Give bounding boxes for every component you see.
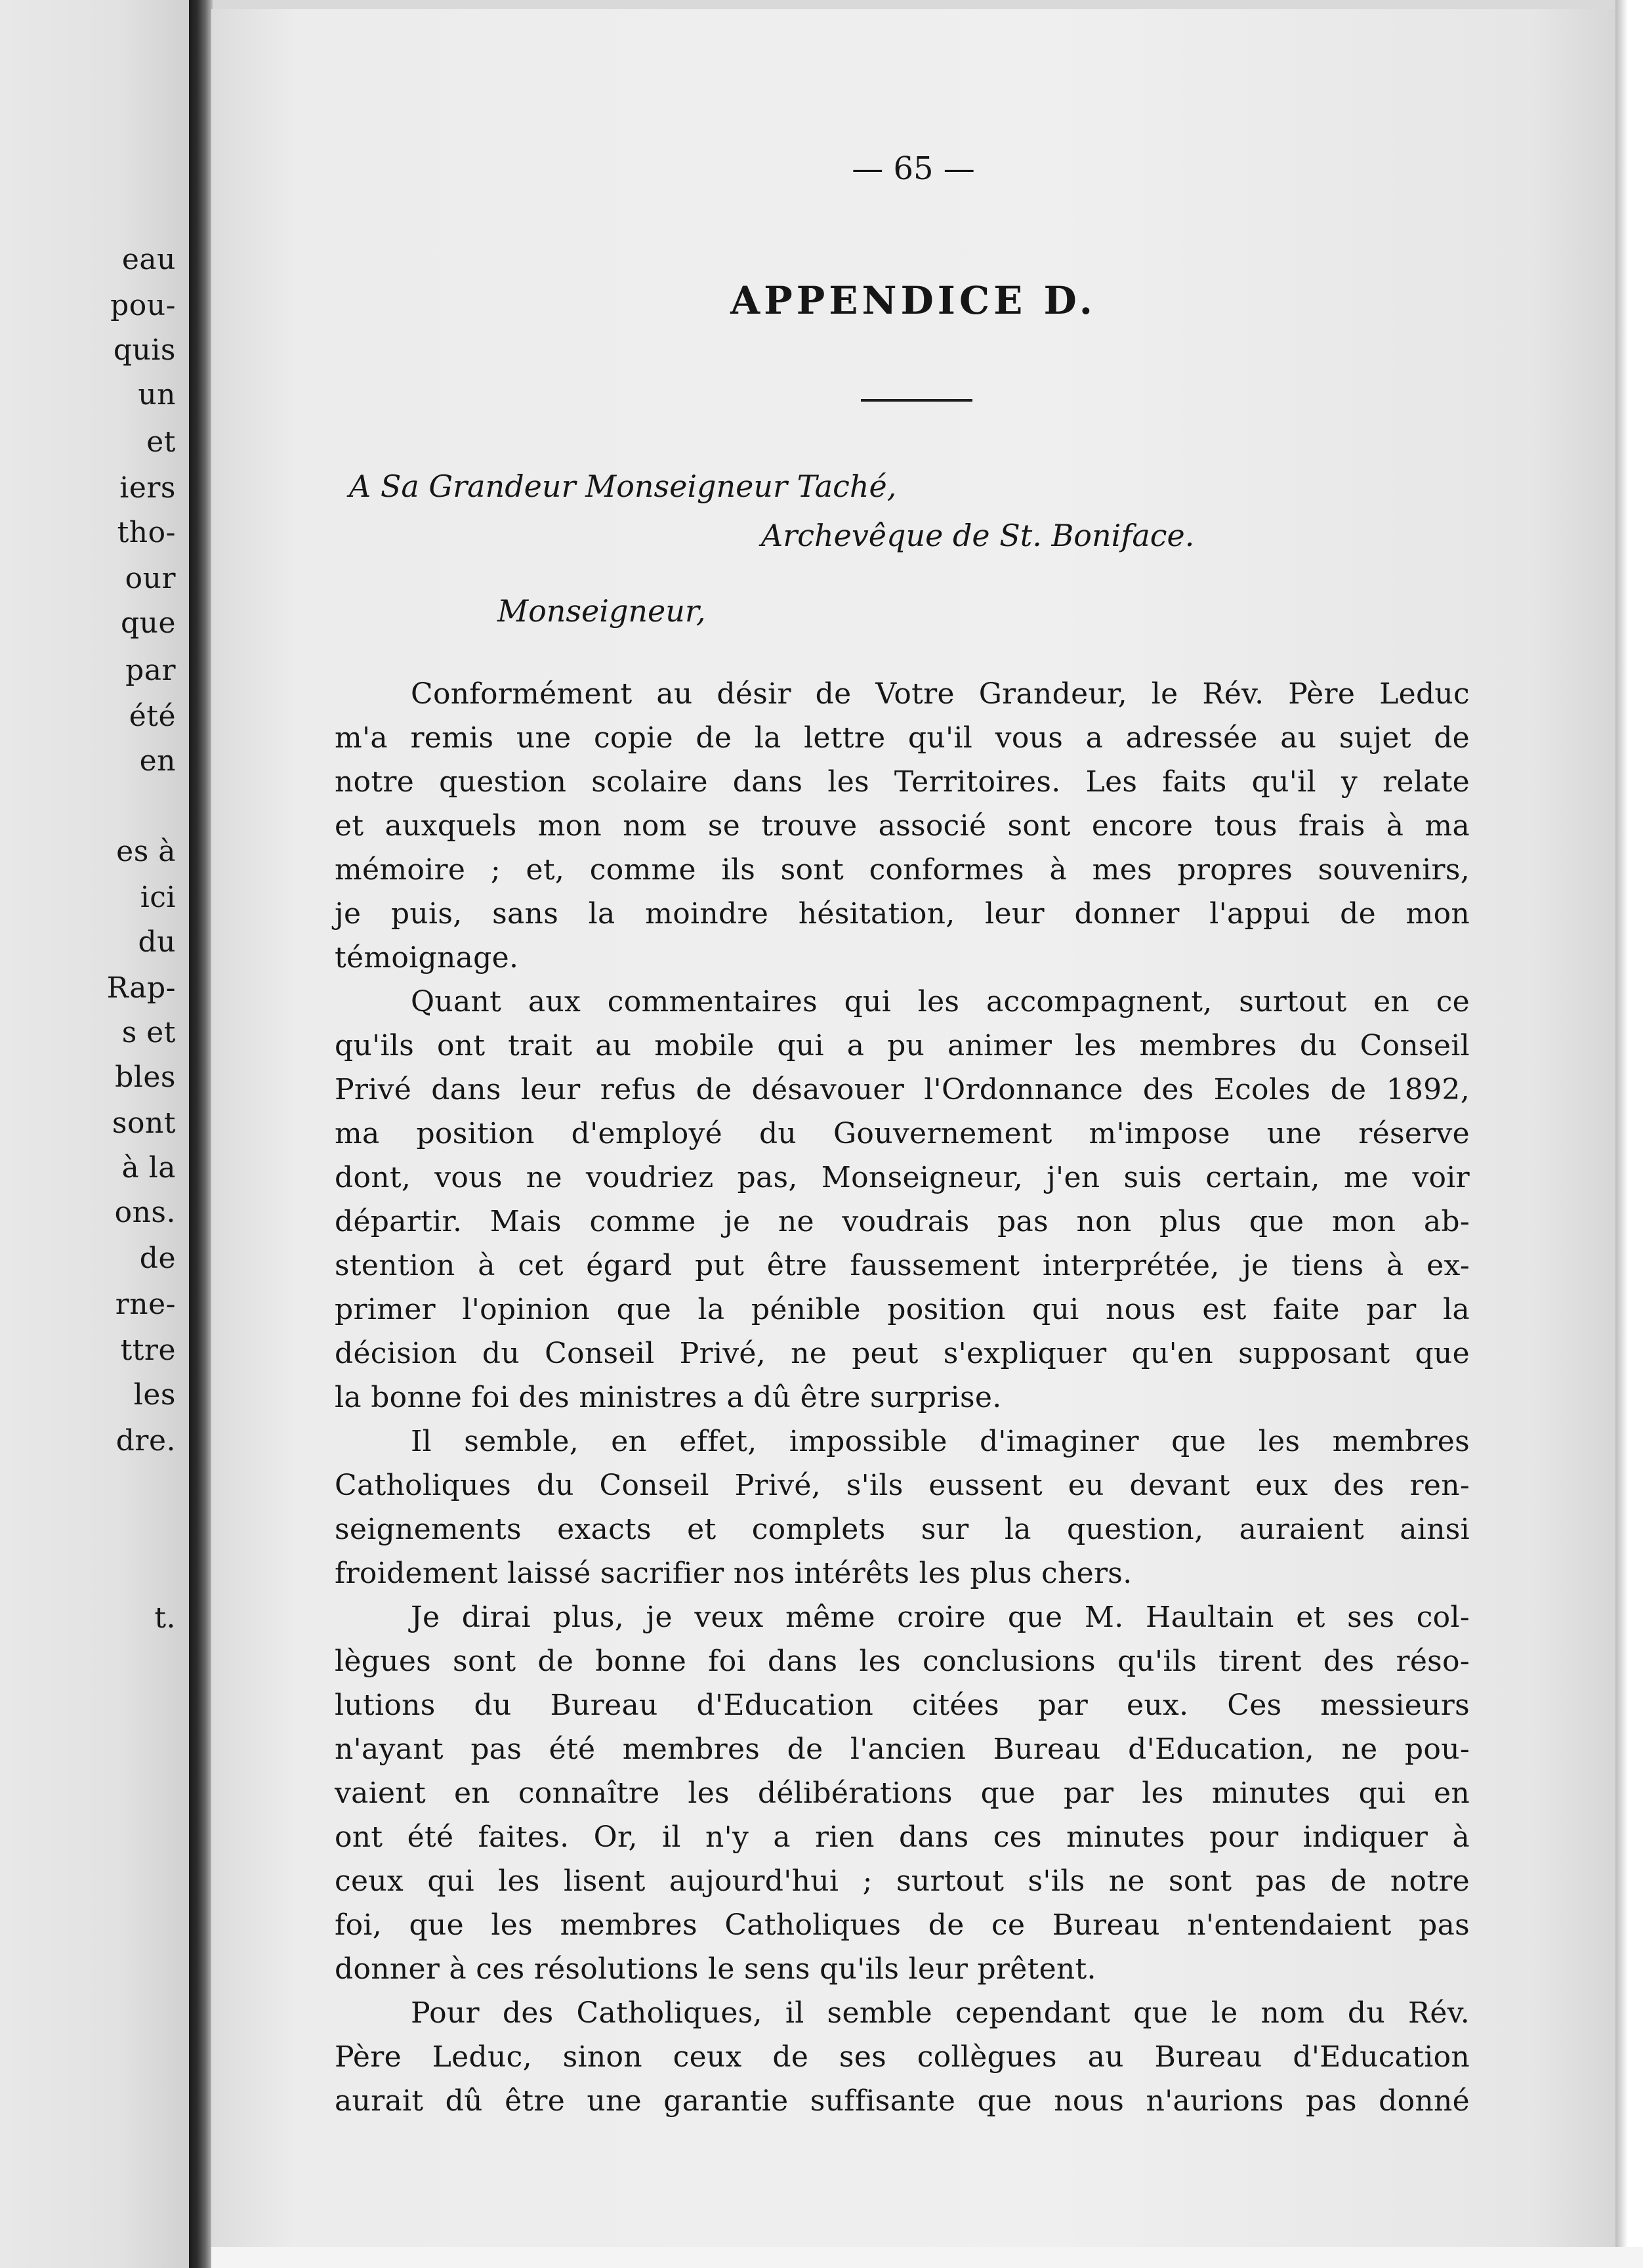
text-line: dont, vous ne voudriez pas, Monseigneur, j'en suis certain, me voir xyxy=(335,1161,1470,1194)
facing-page-text-fragment: t. xyxy=(154,1601,176,1635)
text-line: notre question scolaire dans les Territoires. Les faits qu'il y relate xyxy=(335,765,1470,799)
text-line: témoignage. xyxy=(335,941,519,975)
addressee-line: A Sa Grandeur Monseigneur Taché, xyxy=(349,469,897,504)
facing-page-text-fragment: en xyxy=(139,744,176,778)
text-line: Quant aux commentaires qui les accompagnent, surtout en ce xyxy=(411,985,1470,1018)
text-line: Pour des Catholiques, il semble cependant que le nom du Rév. xyxy=(411,1996,1470,2030)
facing-page-text-fragment: iers xyxy=(119,471,176,505)
text-line: Privé dans leur refus de désavouer l'Ordonnance des Ecoles de 1892, xyxy=(335,1073,1470,1106)
facing-page-text-fragment: bles xyxy=(115,1060,176,1094)
text-line: départir. Mais comme je ne voudrais pas non plus que mon ab- xyxy=(335,1205,1470,1238)
text-line: foi, que les membres Catholiques de ce Bureau n'entendaient pas xyxy=(335,1908,1470,1942)
text-line: vaient en connaître les délibérations que par les minutes qui en xyxy=(335,1776,1470,1810)
text-line: Je dirai plus, je veux même croire que M. Haultain et ses col- xyxy=(411,1601,1470,1634)
facing-page-text-fragment: s et xyxy=(121,1016,176,1049)
facing-page-text-fragment: sont xyxy=(112,1106,176,1140)
text-line: et auxquels mon nom se trouve associé sont encore tous frais à ma xyxy=(335,809,1470,843)
page-edge xyxy=(1615,0,1643,2268)
text-line: n'ayant pas été membres de l'ancien Bureau d'Education, ne pou- xyxy=(335,1732,1470,1766)
facing-page-text-fragment: ons. xyxy=(114,1196,176,1229)
letter-body xyxy=(335,672,1470,2123)
addressee-title-line: Archevêque de St. Boniface. xyxy=(761,518,1195,553)
facing-page-text-fragment: our xyxy=(125,562,176,595)
text-line: donner à ces résolutions le sens qu'ils leur prêtent. xyxy=(335,1952,1096,1986)
facing-page-text-fragment: eau xyxy=(121,243,176,276)
book-page xyxy=(211,9,1615,2247)
appendix-heading: APPENDICE D. xyxy=(730,278,1096,323)
text-line: lutions du Bureau d'Education citées par eux. Ces messieurs xyxy=(335,1689,1470,1722)
text-line: aurait dû être une garantie suffisante que nous n'aurions pas donné xyxy=(335,2084,1470,2118)
text-line: qu'ils ont trait au mobile qui a pu animer les membres du Conseil xyxy=(335,1029,1470,1062)
facing-page-text-fragment: ttre xyxy=(120,1334,176,1367)
text-line: m'a remis une copie de la lettre qu'il vous a adressée au sujet de xyxy=(335,721,1470,755)
text-line: mémoire ; et, comme ils sont conformes à mes propres souvenirs, xyxy=(335,853,1470,887)
facing-page-text-fragment: du xyxy=(138,925,176,959)
text-line: ont été faites. Or, il n'y a rien dans ces minutes pour indiquer à xyxy=(335,1820,1470,1854)
facing-page-text-fragment: es à xyxy=(116,835,176,868)
text-line: Il semble, en effet, impossible d'imaginer que les membres xyxy=(411,1425,1470,1458)
text-line: je puis, sans la moindre hésitation, leur donner l'appui de mon xyxy=(335,897,1470,931)
facing-page-text-fragment: pou- xyxy=(110,289,176,322)
text-line: seignements exacts et complets sur la question, auraient ainsi xyxy=(335,1513,1470,1546)
facing-page-text-fragment: de xyxy=(139,1242,176,1275)
text-line: lègues sont de bonne foi dans les conclusions qu'ils tirent des réso- xyxy=(335,1645,1470,1678)
heading-rule xyxy=(861,399,972,402)
text-line: ma position d'employé du Gouvernement m'impose une réserve xyxy=(335,1117,1470,1150)
text-line: ceux qui les lisent aujourd'hui ; surtout s'ils ne sont pas de notre xyxy=(335,1864,1470,1898)
text-line: décision du Conseil Privé, ne peut s'expliquer qu'en supposant que xyxy=(335,1337,1470,1370)
text-line: primer l'opinion que la pénible position qui nous est faite par la xyxy=(335,1293,1470,1326)
text-line: Père Leduc, sinon ceux de ses collègues au Bureau d'Education xyxy=(335,2040,1470,2074)
facing-page-text-fragment: Rap- xyxy=(106,971,176,1005)
facing-page-text-fragment: été xyxy=(129,700,176,733)
facing-page-text-fragment: à la xyxy=(121,1151,176,1185)
facing-page-text-fragment: que xyxy=(120,606,176,640)
facing-page-text-fragment: dre. xyxy=(115,1424,176,1458)
facing-page-text-fragment: quis xyxy=(113,333,176,367)
facing-page-text-fragment: ici xyxy=(140,881,176,914)
facing-page-text-fragment: par xyxy=(125,654,176,687)
text-line: stention à cet égard put être faussement interprétée, je tiens à ex- xyxy=(335,1249,1470,1282)
facing-page-text-fragment: les xyxy=(133,1378,176,1412)
facing-page-fragment xyxy=(0,0,196,2268)
text-line: la bonne foi des ministres a dû être surprise. xyxy=(335,1381,1002,1414)
text-line: Conformément au désir de Votre Grandeur, le Rév. Père Leduc xyxy=(411,677,1470,711)
text-line: Catholiques du Conseil Privé, s'ils eussent eu devant eux des ren- xyxy=(335,1469,1470,1502)
facing-page-text-fragment: rne- xyxy=(115,1288,176,1321)
text-line: froidement laissé sacrifier nos intérêts les plus chers. xyxy=(335,1557,1133,1590)
salutation: Monseigneur, xyxy=(497,593,706,629)
facing-page-text-fragment: un xyxy=(138,378,176,411)
facing-page-text-fragment: et xyxy=(146,425,176,459)
book-gutter xyxy=(189,0,213,2268)
page-number: — 65 — xyxy=(852,150,975,187)
page-bottom-edge xyxy=(211,2247,1643,2268)
facing-page-text-fragment: tho- xyxy=(117,516,176,549)
